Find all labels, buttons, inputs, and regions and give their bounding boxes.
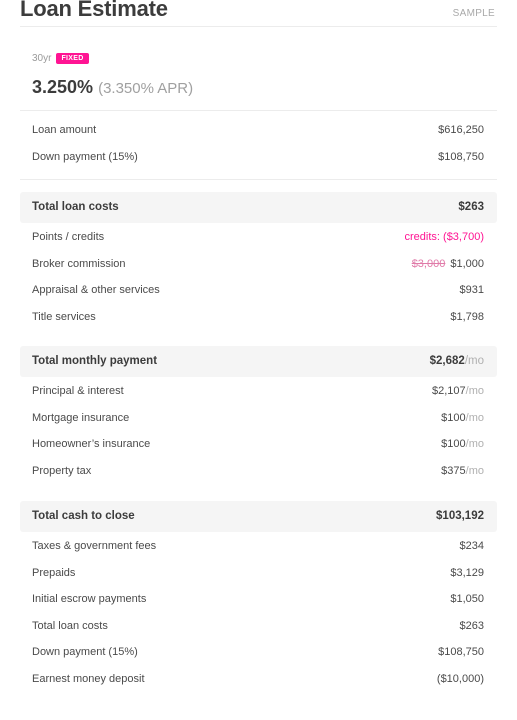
loan-costs-section (20, 192, 497, 331)
loan-amount-row (20, 118, 497, 145)
fixed-badge: FIXED (56, 53, 88, 64)
list-item (20, 459, 497, 486)
current-price: $1,000 (450, 257, 484, 270)
list-item (20, 406, 497, 433)
title-services-row (20, 305, 497, 332)
rate-summary (20, 41, 497, 111)
row-label: Broker commission (32, 257, 126, 270)
section-total: $103,192 (436, 510, 484, 522)
row-value: $108,750 (438, 150, 484, 163)
divider (20, 179, 497, 180)
row-label: Title services (32, 310, 96, 323)
row-label: Down payment (15%) (32, 646, 138, 658)
per-month-unit: /mo (465, 411, 484, 424)
row-value: $1,050 (450, 593, 484, 605)
row-value: $3,129 (450, 566, 484, 579)
per-month-unit: /mo (464, 355, 484, 367)
list-item (20, 614, 497, 641)
list-item (20, 432, 497, 459)
row-value (412, 258, 484, 270)
points-credits-row (20, 225, 497, 252)
total-amount: $2,682 (429, 355, 465, 367)
row-value: $234 (459, 540, 484, 552)
list-item (20, 534, 497, 561)
row-value: $1,798 (450, 310, 484, 323)
row-label: Homeowner’s insurance (32, 438, 151, 450)
row-value: $931 (459, 284, 484, 296)
row-label: Mortgage insurance (32, 411, 130, 424)
appraisal-row (20, 278, 497, 305)
row-label: Points / credits (32, 231, 105, 243)
monthly-payment-header (20, 346, 497, 377)
amount: $100 (441, 411, 466, 424)
down-payment-row (20, 145, 497, 172)
row-label: Loan amount (32, 124, 97, 136)
per-month-unit: /mo (465, 385, 484, 397)
apr-rate: (3.350% APR) (98, 80, 194, 97)
page-header (20, 0, 497, 27)
amount: $375 (441, 464, 466, 477)
broker-commission-row (20, 252, 497, 279)
row-label: Initial escrow payments (32, 593, 147, 605)
section-title: Total monthly payment (32, 355, 158, 367)
row-label: Property tax (32, 464, 92, 477)
row-label: Principal & interest (32, 385, 124, 397)
loan-basics (20, 118, 497, 171)
list-item (20, 667, 497, 694)
amount: $2,107 (432, 385, 466, 397)
row-value: ($10,000) (436, 672, 484, 685)
loan-costs-header (20, 192, 497, 223)
row-value: credits: ($3,700) (404, 231, 484, 243)
page-title: Loan Estimate (20, 0, 168, 21)
monthly-payment-section (20, 346, 497, 485)
section-total: $263 (458, 201, 484, 213)
per-month-unit: /mo (465, 464, 484, 477)
row-value: $263 (459, 619, 484, 632)
cash-to-close-header (20, 501, 497, 532)
original-price: $3,000 (411, 257, 446, 270)
row-value (441, 465, 484, 477)
row-label: Earnest money deposit (32, 672, 145, 685)
list-item (20, 379, 497, 406)
per-month-unit: /mo (465, 438, 484, 450)
row-label: Total loan costs (32, 619, 108, 632)
row-value (432, 385, 484, 397)
row-value (441, 438, 484, 450)
interest-rate-line (32, 77, 193, 98)
list-item (20, 587, 497, 614)
row-label: Appraisal & other services (32, 284, 160, 296)
list-item (20, 640, 497, 667)
row-label: Prepaids (32, 566, 76, 579)
section-title: Total cash to close (32, 510, 135, 522)
row-label: Down payment (15%) (32, 150, 138, 163)
section-total (430, 355, 484, 367)
amount: $100 (441, 438, 466, 450)
row-value (441, 412, 484, 424)
cash-to-close-section (20, 501, 497, 693)
row-value: $616,250 (438, 124, 484, 136)
sample-label: SAMPLE (452, 8, 495, 19)
loan-term: 30yr (32, 53, 52, 64)
interest-rate: 3.250% (32, 77, 94, 97)
row-label: Taxes & government fees (32, 540, 157, 552)
section-title: Total loan costs (32, 201, 119, 213)
row-value: $108,750 (438, 646, 484, 658)
list-item (20, 561, 497, 588)
